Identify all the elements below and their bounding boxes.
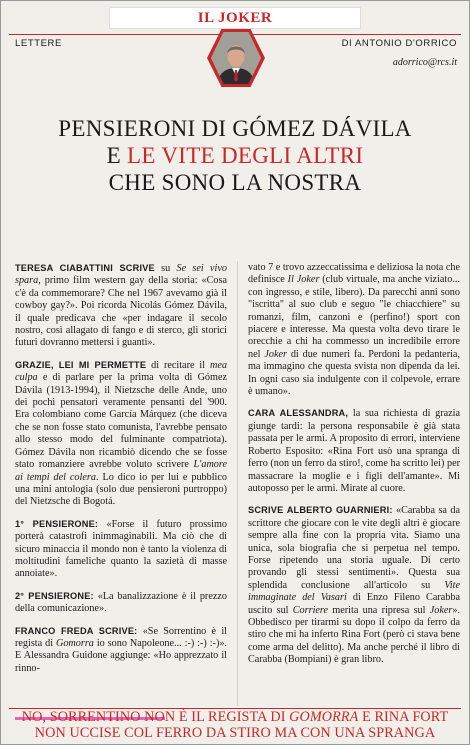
correction-line-2: NON UCCISE COL FERRO DA STIRO MA CON UNA SPRANGA [34,725,436,741]
section-label: LETTERE [15,38,62,49]
letter-lead: GRAZIE, LEI MI PERMETTE [15,359,147,370]
italic-title: Joker [429,604,453,616]
letter-paragraph [15,625,227,676]
headline [1,115,469,196]
letter-lead: TERESA CIABATTINI SCRIVE [15,263,155,273]
headline-line-2-start: E [106,143,128,168]
text-run: di due numeri fa. Perdoni la pedanteria, ma immagino che questa svista non dipenda da lei. In ogni caso sia indulgente con il colpevole, errare è umano». [248,348,460,398]
letter-lead: CARA ALESSANDRA, [248,408,349,419]
letter-lead: 2° PENSIERONE: [15,590,94,601]
text-run: la sua richiesta di grazia giunge tardi: la persona responsabile è già stata passata per le armi. A proposito di errori, interviene Roberto Esposito: «Rina Fort usò una spranga di ferro (non un ferro da stiro!, come ha scritto lei) per massacrare la moglie e i figli dell'amante». Mi autoposso per le armi. Mirate al cuore. [248,408,461,494]
text-run: NO, SORRENTINO NON È IL REGISTA DI [21,709,290,725]
text-run: di Enzo Fileno Carabba uscito sul [248,592,460,616]
text-run: , primo film western gay della storia: «Cosa c'è da commemorare? Che nel 1967 avevamo già il cowboy gay?». Poi ricorda Nicolás Gómez Dávila, il quale predicava che «per indagare il secolo nostro, così allagato di fango e di sterco, gli storici futuri dovranno mettersi i guanti». [15,275,227,349]
headline-line-1: PENSIERONI DI GÓMEZ DÁVILA [58,116,412,141]
italic-title: L'amore ai tempi del colera [15,459,227,483]
italic-title: Vite immaginate del Vasari [248,579,460,604]
text-run: e di parlare per la prima volta di Gómez Dávila (1913-1994), il Nietzsche delle Ande, uno dei pochi pensatori veramente pensanti del '900. Era colombiano come García Márquez (che diceva che se non fosse stato comunista, l'avrebbe pensato allo stesso modo del fulminante compatriota). Gómez Dávila non ricambiò dicendo che se fosse stato romanziere avrebbe voluto scrivere [15,372,227,471]
italic-title: Gomorra [55,637,94,649]
headline-line-3: CHE SONO LA NOSTRA [108,170,362,195]
italic-title: Joker [264,348,287,360]
correction-line-1 [1,709,469,725]
text-run: su [154,263,177,274]
letter-paragraph [15,262,227,350]
italic-title: Se sei vivo spara [15,263,227,287]
byline: DI ANTONIO D'ORRICO [341,38,457,49]
section-band [109,7,361,29]
text-run: E RINA FORT [358,709,449,725]
letter-lead: SCRIVE ALBERTO GUARNIERI: [248,505,393,516]
text-run: . Lo dico io per lui e pubblico una mini antologia (solo due pensieroni purtroppo) del Nietzsche di Bogotá. [15,471,228,508]
letter-lead: 1° PENSIERONE: [15,518,99,529]
italic-title: GOMORRA [289,709,359,725]
headline-line-2 [1,142,469,169]
right-column [248,262,460,676]
text-run: di recitare il [146,359,211,371]
text-run: (club virtuale, ma anche viziato... con ingresso, e stile, libero). Da parecchi anni sono "iscritta" al suo club e seguo "le chiacchiere" su romanzi, film, canzoni e (perfino!) sport con piacere e interesse. Ma questa volta devo tirare le orecchie a chi ha commesso un incredibile errore nel [248,274,460,360]
letter-paragraph [15,518,227,581]
letter-paragraph [248,262,460,398]
italic-title: Corriere [292,604,329,616]
italic-title: Il Joker [287,274,320,286]
text-run: «Se Sorrentino è il regista di [15,625,227,649]
section-title: IL JOKER [197,10,273,26]
text-run: «Forse il futuro prossimo porterà catastrofi inimmaginabili. Ma ciò che di sicuro minaccia il mondo non è tanto la violenza di moltitudini fameliche quanto la sazietà di masse annoiate». [15,518,227,580]
text-run: «La banalizzazione è il prezzo della comunicazione». [15,590,227,615]
column-divider [237,261,238,706]
text-run: ». Obbedisco per tirarmi su dopo il colpo da ferro da stiro che mi ha inferto Rina Fort (però ci stava bene come arma del delitto). Ma anche perché il libro di Carabba (Bompiani) è gran libro. [248,604,460,666]
letter-paragraph [15,590,227,616]
correction-banner [1,709,469,741]
text-run: vato 7 e trovo azzeccatissima e deliziosa la nota che definisce [248,262,460,286]
author-email[interactable]: adorrico@rcs.it [392,57,457,68]
italic-title: mea culpa [15,359,227,384]
text-run: io sono Napoleone... :-) :-) :-)». E Alessandra Guidone aggiunge: «Ho apprezzato il rinno- [15,637,227,674]
letter-paragraph [15,359,227,509]
left-column [15,262,227,684]
headline-highlight: LE VITE DEGLI ALTRI [127,143,364,168]
text-run: «Carabba sa da scrittore che giocare con le vite degli altri è giocare sempre alla fine con la propria vita. Siamo una unica, sola biografia che si perpetua nel tempo. Forse ripetendo una storia uguale. Di certo provando gli stessi sentimenti». Questa sua splendida conclusione all'articolo su [248,505,460,591]
letter-paragraph [248,504,460,666]
letter-lead: FRANCO FREDA SCRIVE: [15,625,138,636]
letter-paragraph [248,407,460,495]
text-run: merita una ripresa sul [328,604,430,616]
